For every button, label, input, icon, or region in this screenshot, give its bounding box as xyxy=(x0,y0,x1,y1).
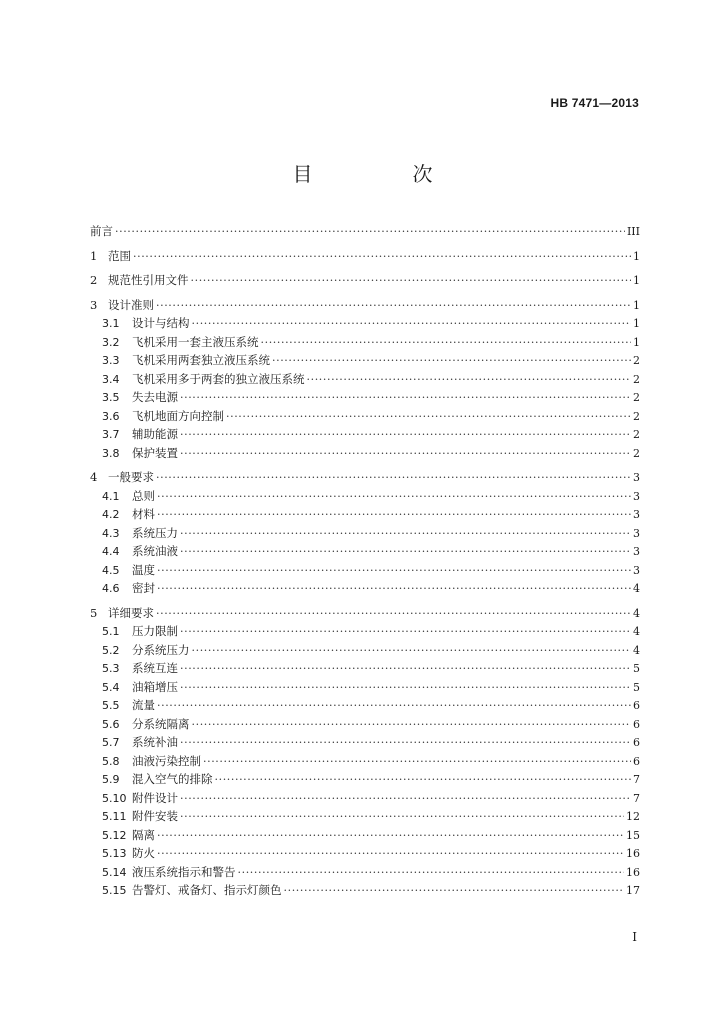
toc-entry-label: 分系统隔离 xyxy=(132,716,190,731)
toc-entry[interactable] xyxy=(90,659,640,678)
toc-entry-page: 3 xyxy=(633,526,640,540)
dot-leader xyxy=(157,506,631,525)
toc-entry-page: 12 xyxy=(626,810,640,823)
toc-entry[interactable] xyxy=(90,407,640,426)
page-number: I xyxy=(632,930,637,944)
toc-entry-label: 失去电源 xyxy=(132,390,178,404)
dot-leader xyxy=(115,223,625,242)
toc-entry-label: 系统压力 xyxy=(132,525,178,540)
toc-entry-label: 总则 xyxy=(132,488,155,503)
toc-entry-label: 告警灯、戒备灯、指示灯颜色 xyxy=(132,883,282,897)
dot-leader xyxy=(180,808,624,827)
toc-entry[interactable] xyxy=(90,789,640,808)
toc-entry-label: 设计准则 xyxy=(108,297,154,312)
toc-entry-label: 流量 xyxy=(132,698,155,712)
toc-entry-page: 3 xyxy=(633,563,640,577)
toc-entry-page: 1 xyxy=(633,274,640,287)
toc-entry-label: 压力限制 xyxy=(132,624,178,638)
toc-entry-page: 2 xyxy=(633,446,640,460)
dot-leader xyxy=(157,488,631,507)
toc-entry[interactable] xyxy=(90,542,640,561)
toc-entry-number: 2 xyxy=(90,273,98,287)
page-title: 目 次 xyxy=(292,162,473,186)
toc-entry-label: 系统互连 xyxy=(132,661,178,675)
toc-entry-label: 飞机采用多于两套的独立液压系统 xyxy=(132,371,305,386)
toc-entry-label: 材料 xyxy=(132,507,155,521)
toc-entry-label: 前言 xyxy=(90,224,113,238)
toc-entry-page: 6 xyxy=(633,717,640,731)
toc-entry[interactable] xyxy=(90,524,640,543)
toc-entry-page: 4 xyxy=(633,606,640,620)
toc-entry-label: 油箱增压 xyxy=(132,679,178,694)
toc-entry-page: 3 xyxy=(633,508,640,521)
toc-entry-number: 5.8 xyxy=(102,754,120,768)
dot-leader xyxy=(156,297,631,316)
toc-entry-number: 4.3 xyxy=(102,526,120,540)
toc-entry-page: 3 xyxy=(633,471,640,484)
table-of-contents xyxy=(90,216,640,900)
toc-entry-page: 2 xyxy=(633,372,640,386)
dot-leader xyxy=(180,445,631,464)
toc-entry-page: 3 xyxy=(633,545,640,558)
toc-entry-number: 3.5 xyxy=(102,391,120,404)
toc-entry-label: 油液污染控制 xyxy=(132,753,201,768)
toc-entry-label: 隔离 xyxy=(132,827,155,842)
dot-leader xyxy=(180,389,631,408)
toc-entry[interactable] xyxy=(90,222,640,241)
toc-entry-page: 1 xyxy=(633,249,640,263)
toc-entry-label: 一般要求 xyxy=(108,470,154,484)
toc-entry-label: 保护装置 xyxy=(132,445,178,460)
toc-entry-page: 2 xyxy=(633,354,640,367)
toc-entry[interactable] xyxy=(90,807,640,826)
dot-leader xyxy=(238,864,625,883)
toc-entry-number: 4.4 xyxy=(102,545,120,558)
dot-leader xyxy=(157,845,624,864)
toc-entry[interactable] xyxy=(90,296,640,315)
toc-entry-label: 密封 xyxy=(132,581,155,595)
toc-entry[interactable] xyxy=(90,444,640,463)
toc-entry-number: 4.2 xyxy=(102,508,120,521)
toc-entry-number: 4.1 xyxy=(102,489,120,503)
toc-entry[interactable] xyxy=(90,351,640,370)
dot-leader xyxy=(180,790,631,809)
toc-entry[interactable] xyxy=(90,733,640,752)
dot-leader xyxy=(180,426,631,445)
toc-entry-label: 飞机采用两套独立液压系统 xyxy=(132,353,270,367)
toc-entry[interactable] xyxy=(90,863,640,882)
toc-entry[interactable] xyxy=(90,641,640,660)
toc-entry-page: 2 xyxy=(633,409,640,423)
toc-entry-number: 1 xyxy=(90,248,98,263)
toc-entry[interactable] xyxy=(90,678,640,697)
toc-entry-number: 3.3 xyxy=(102,354,120,367)
toc-entry-page: 4 xyxy=(633,643,640,657)
dot-leader xyxy=(284,882,625,901)
toc-entry-label: 系统补油 xyxy=(132,735,178,749)
toc-entry-page: 2 xyxy=(633,428,640,441)
toc-entry-label: 温度 xyxy=(132,562,155,577)
toc-entry[interactable] xyxy=(90,505,640,524)
toc-entry-page: 6 xyxy=(633,754,640,768)
dot-leader xyxy=(192,642,632,661)
toc-entry[interactable] xyxy=(90,770,640,789)
toc-entry-number: 5.9 xyxy=(102,773,120,786)
toc-entry-page: 6 xyxy=(633,736,640,749)
toc-entry-number: 5.7 xyxy=(102,736,120,749)
dot-leader xyxy=(192,716,632,735)
toc-entry[interactable] xyxy=(90,468,640,487)
toc-entry-number: 5.6 xyxy=(102,717,120,731)
toc-entry-number: 5.1 xyxy=(102,625,120,638)
dot-leader xyxy=(180,660,631,679)
toc-entry-page: 6 xyxy=(633,699,640,712)
toc-entry[interactable] xyxy=(90,844,640,863)
dot-leader xyxy=(261,334,632,353)
toc-entry[interactable] xyxy=(90,752,640,771)
toc-entry-label: 设计与结构 xyxy=(132,316,190,330)
toc-entry-label: 液压系统指示和警告 xyxy=(132,864,236,879)
toc-entry-page: 1 xyxy=(633,317,640,330)
dot-leader xyxy=(203,753,631,772)
toc-entry-label: 系统油液 xyxy=(132,544,178,558)
toc-entry[interactable] xyxy=(90,370,640,389)
toc-entry-page: 1 xyxy=(633,335,640,349)
dot-leader xyxy=(191,272,632,291)
toc-entry-number: 5.12 xyxy=(102,828,127,842)
toc-entry-label: 混入空气的排除 xyxy=(132,772,213,786)
toc-entry-label: 防火 xyxy=(132,846,155,860)
toc-entry-number: 5.11 xyxy=(102,810,127,823)
dot-leader xyxy=(215,771,632,790)
toc-entry[interactable] xyxy=(90,388,640,407)
dot-leader xyxy=(180,525,631,544)
toc-entry-page: 5 xyxy=(633,680,640,694)
toc-entry-page: 15 xyxy=(626,828,640,842)
toc-entry-number: 5.10 xyxy=(102,791,127,805)
dot-leader xyxy=(192,315,632,334)
dot-leader xyxy=(180,623,631,642)
dot-leader xyxy=(133,248,631,267)
toc-entry-number: 5.3 xyxy=(102,662,120,675)
toc-entry-page: 5 xyxy=(633,662,640,675)
toc-entry[interactable] xyxy=(90,881,640,900)
dot-leader xyxy=(157,562,631,581)
toc-entry-number: 4 xyxy=(90,470,98,484)
dot-leader xyxy=(157,827,624,846)
toc-entry-number: 5.15 xyxy=(102,884,127,897)
toc-entry-page: 2 xyxy=(633,391,640,404)
toc-entry-number: 4.6 xyxy=(102,582,120,595)
toc-entry-page: 17 xyxy=(626,884,640,897)
toc-entry[interactable] xyxy=(90,561,640,580)
toc-entry-label: 分系统压力 xyxy=(132,642,190,657)
toc-entry[interactable] xyxy=(90,247,640,266)
toc-entry-label: 规范性引用文件 xyxy=(108,273,189,287)
dot-leader xyxy=(180,679,631,698)
toc-entry[interactable] xyxy=(90,696,640,715)
toc-entry-number: 3.1 xyxy=(102,317,120,330)
toc-entry-label: 辅助能源 xyxy=(132,427,178,441)
toc-entry[interactable] xyxy=(90,579,640,598)
toc-entry[interactable] xyxy=(90,271,640,290)
toc-entry-number: 5.4 xyxy=(102,680,120,694)
toc-entry-number: 3.4 xyxy=(102,372,120,386)
dot-leader xyxy=(180,543,631,562)
dot-leader xyxy=(157,580,631,599)
dot-leader xyxy=(180,734,631,753)
toc-entry-label: 飞机采用一套主液压系统 xyxy=(132,334,259,349)
toc-entry-page: 7 xyxy=(633,791,640,805)
toc-entry-label: 详细要求 xyxy=(108,605,154,620)
toc-entry[interactable] xyxy=(90,604,640,623)
dot-leader xyxy=(156,469,631,488)
toc-entry-page: 4 xyxy=(633,582,640,595)
toc-entry-label: 飞机地面方向控制 xyxy=(132,408,224,423)
toc-entry-page: 3 xyxy=(633,489,640,503)
toc-entry[interactable] xyxy=(90,622,640,641)
toc-entry-number: 3.8 xyxy=(102,446,120,460)
toc-entry-page: 1 xyxy=(633,298,640,312)
toc-entry[interactable] xyxy=(90,826,640,845)
toc-entry-page: 16 xyxy=(626,847,640,860)
toc-entry-number: 3 xyxy=(90,297,98,312)
toc-entry[interactable] xyxy=(90,715,640,734)
toc-entry[interactable] xyxy=(90,487,640,506)
dot-leader xyxy=(307,371,632,390)
toc-entry-number: 5.2 xyxy=(102,643,120,657)
toc-entry[interactable] xyxy=(90,425,640,444)
toc-entry-label: 范围 xyxy=(108,248,131,263)
document-code: HB 7471—2013 xyxy=(550,96,639,110)
dot-leader xyxy=(156,605,631,624)
toc-entry-page: 16 xyxy=(626,865,640,879)
toc-entry-number: 5.5 xyxy=(102,699,120,712)
toc-entry-number: 3.6 xyxy=(102,409,120,423)
toc-entry-number: 3.7 xyxy=(102,428,120,441)
toc-entry-page: 4 xyxy=(633,625,640,638)
toc-entry-page: 7 xyxy=(633,773,640,786)
toc-entry[interactable] xyxy=(90,333,640,352)
toc-entry-number: 4.5 xyxy=(102,563,120,577)
toc-entry[interactable] xyxy=(90,314,640,333)
dot-leader xyxy=(157,697,631,716)
toc-entry-label: 附件安装 xyxy=(132,809,178,823)
toc-entry-number: 5.14 xyxy=(102,865,127,879)
toc-entry-number: 5.13 xyxy=(102,847,127,860)
toc-entry-page: III xyxy=(626,225,640,238)
toc-entry-label: 附件设计 xyxy=(132,790,178,805)
toc-entry-number: 3.2 xyxy=(102,335,120,349)
dot-leader xyxy=(226,408,631,427)
dot-leader xyxy=(272,352,631,371)
toc-entry-number: 5 xyxy=(90,605,98,620)
